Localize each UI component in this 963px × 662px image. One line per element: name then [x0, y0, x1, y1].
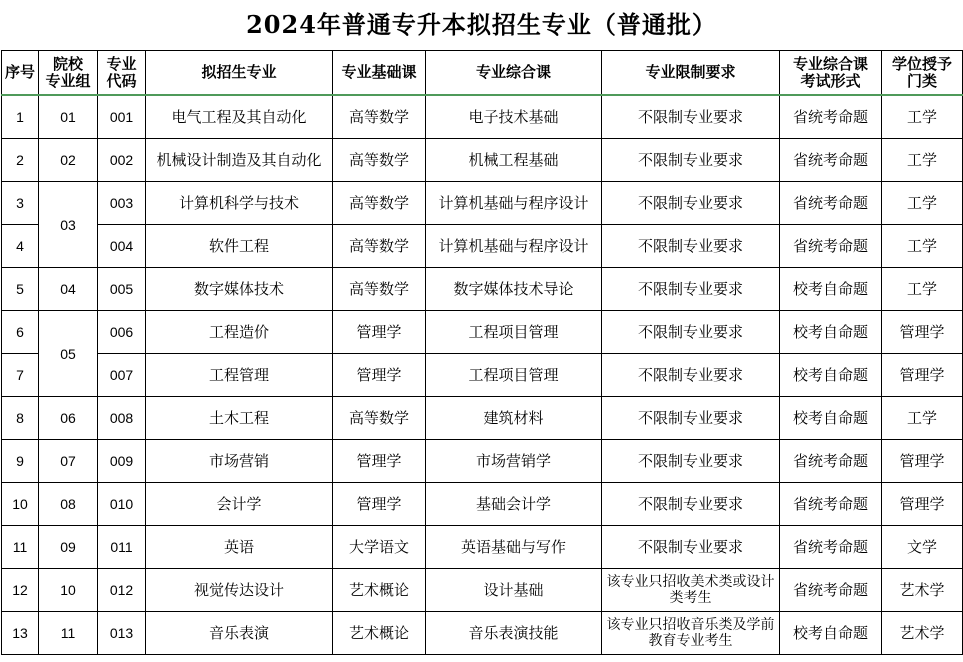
cell-seq: 6: [2, 311, 39, 354]
cell-code: 011: [98, 526, 146, 569]
cell-code: 003: [98, 182, 146, 225]
page-title: 2024年普通专升本拟招生专业（普通批）: [246, 10, 717, 39]
cell-comprehensive: 建筑材料: [426, 397, 602, 440]
cell-seq: 4: [2, 225, 39, 268]
cell-degree: 工学: [882, 225, 963, 268]
cell-exam: 校考自命题: [780, 311, 882, 354]
cell-exam: 省统考命题: [780, 139, 882, 182]
cell-major: 视觉传达设计: [146, 569, 333, 612]
cell-basic: 高等数学: [333, 139, 426, 182]
table-row: [2, 268, 963, 311]
table-row: [2, 182, 963, 225]
cell-code: 002: [98, 139, 146, 182]
cell-seq: 11: [2, 526, 39, 569]
cell-seq: 10: [2, 483, 39, 526]
cell-restriction: 该专业只招收音乐类及学前教育专业考生: [602, 612, 780, 655]
table-row: [2, 569, 963, 612]
cell-restriction: 不限制专业要求: [602, 182, 780, 225]
cell-seq: 7: [2, 354, 39, 397]
cell-exam: 校考自命题: [780, 354, 882, 397]
table-row: [2, 354, 963, 397]
cell-exam: 校考自命题: [780, 397, 882, 440]
cell-group: 11: [39, 612, 98, 655]
cell-comprehensive: 设计基础: [426, 569, 602, 612]
cell-basic: 高等数学: [333, 182, 426, 225]
cell-exam: 省统考命题: [780, 483, 882, 526]
cell-basic: 管理学: [333, 354, 426, 397]
cell-basic: 管理学: [333, 311, 426, 354]
cell-restriction: 不限制专业要求: [602, 397, 780, 440]
header-group: [39, 51, 98, 96]
cell-basic: 高等数学: [333, 268, 426, 311]
cell-comprehensive: 工程项目管理: [426, 311, 602, 354]
cell-code: 001: [98, 95, 146, 139]
cell-comprehensive: 机械工程基础: [426, 139, 602, 182]
cell-major: 会计学: [146, 483, 333, 526]
cell-group: 10: [39, 569, 98, 612]
cell-exam: 省统考命题: [780, 526, 882, 569]
table-row: [2, 612, 963, 655]
cell-basic: 管理学: [333, 440, 426, 483]
header-degree: [882, 51, 963, 96]
table-row: [2, 526, 963, 569]
cell-group: 06: [39, 397, 98, 440]
cell-group: 08: [39, 483, 98, 526]
table-row: [2, 139, 963, 182]
header-group-line2: 专业组: [45, 71, 91, 90]
cell-basic: 高等数学: [333, 397, 426, 440]
cell-basic: 管理学: [333, 483, 426, 526]
cell-seq: 2: [2, 139, 39, 182]
cell-major: 计算机科学与技术: [146, 182, 333, 225]
cell-basic: 艺术概论: [333, 569, 426, 612]
cell-group: 07: [39, 440, 98, 483]
cell-major: 英语: [146, 526, 333, 569]
cell-restriction: 不限制专业要求: [602, 526, 780, 569]
cell-restriction: 该专业只招收美术类或设计类考生: [602, 569, 780, 612]
cell-code: 012: [98, 569, 146, 612]
admissions-table: [1, 50, 963, 655]
cell-exam: 省统考命题: [780, 182, 882, 225]
cell-comprehensive: 工程项目管理: [426, 354, 602, 397]
header-degree-line1: 学位授予: [891, 54, 952, 73]
cell-degree: 管理学: [882, 354, 963, 397]
cell-degree: 工学: [882, 95, 963, 139]
header-code: [98, 51, 146, 96]
cell-exam: 省统考命题: [780, 440, 882, 483]
header-code-line1: 专业: [106, 54, 137, 73]
cell-code: 007: [98, 354, 146, 397]
cell-code: 009: [98, 440, 146, 483]
cell-comprehensive: 音乐表演技能: [426, 612, 602, 655]
header-restriction: 专业限制要求: [602, 51, 780, 96]
cell-code: 010: [98, 483, 146, 526]
cell-code: 008: [98, 397, 146, 440]
cell-restriction: 不限制专业要求: [602, 483, 780, 526]
cell-comprehensive: 电子技术基础: [426, 95, 602, 139]
cell-exam: 省统考命题: [780, 95, 882, 139]
cell-code: 006: [98, 311, 146, 354]
cell-major: 工程造价: [146, 311, 333, 354]
cell-degree: 艺术学: [882, 612, 963, 655]
cell-restriction: 不限制专业要求: [602, 139, 780, 182]
table-header-row: [2, 51, 963, 96]
cell-major: 工程管理: [146, 354, 333, 397]
cell-seq: 8: [2, 397, 39, 440]
cell-group: 09: [39, 526, 98, 569]
cell-restriction: 不限制专业要求: [602, 354, 780, 397]
table-row: [2, 225, 963, 268]
cell-major: 市场营销: [146, 440, 333, 483]
cell-seq: 9: [2, 440, 39, 483]
header-code-line2: 代码: [106, 71, 137, 90]
cell-restriction: 不限制专业要求: [602, 311, 780, 354]
cell-exam: 校考自命题: [780, 268, 882, 311]
cell-degree: 工学: [882, 139, 963, 182]
header-group-line1: 院校: [52, 54, 83, 73]
cell-comprehensive: 市场营销学: [426, 440, 602, 483]
cell-restriction: 不限制专业要求: [602, 440, 780, 483]
table-row: [2, 311, 963, 354]
cell-degree: 管理学: [882, 440, 963, 483]
cell-seq: 1: [2, 95, 39, 139]
cell-comprehensive: 英语基础与写作: [426, 526, 602, 569]
cell-major: 土木工程: [146, 397, 333, 440]
cell-exam: 校考自命题: [780, 612, 882, 655]
cell-degree: 管理学: [882, 483, 963, 526]
cell-comprehensive: 数字媒体技术导论: [426, 268, 602, 311]
header-exam-line1: 专业综合课: [792, 54, 868, 73]
cell-code: 005: [98, 268, 146, 311]
cell-degree: 工学: [882, 182, 963, 225]
header-seq: 序号: [2, 51, 39, 96]
cell-restriction: 不限制专业要求: [602, 225, 780, 268]
cell-basic: 高等数学: [333, 95, 426, 139]
cell-exam: 省统考命题: [780, 225, 882, 268]
header-major: 拟招生专业: [146, 51, 333, 96]
header-comprehensive: 专业综合课: [426, 51, 602, 96]
table-row: [2, 95, 963, 139]
cell-major: 音乐表演: [146, 612, 333, 655]
cell-comprehensive: 计算机基础与程序设计: [426, 225, 602, 268]
cell-group: 03: [39, 182, 98, 268]
table-row: [2, 440, 963, 483]
cell-seq: 12: [2, 569, 39, 612]
cell-comprehensive: 计算机基础与程序设计: [426, 182, 602, 225]
cell-group: 04: [39, 268, 98, 311]
cell-restriction: 不限制专业要求: [602, 95, 780, 139]
table-row: [2, 483, 963, 526]
cell-exam: 省统考命题: [780, 569, 882, 612]
cell-degree: 文学: [882, 526, 963, 569]
cell-major: 电气工程及其自动化: [146, 95, 333, 139]
header-exam: [780, 51, 882, 96]
cell-comprehensive: 基础会计学: [426, 483, 602, 526]
cell-restriction: 不限制专业要求: [602, 268, 780, 311]
cell-code: 013: [98, 612, 146, 655]
table-row: [2, 397, 963, 440]
cell-degree: 艺术学: [882, 569, 963, 612]
cell-degree: 工学: [882, 268, 963, 311]
cell-group: 05: [39, 311, 98, 397]
cell-major: 机械设计制造及其自动化: [146, 139, 333, 182]
cell-major: 软件工程: [146, 225, 333, 268]
cell-major: 数字媒体技术: [146, 268, 333, 311]
cell-basic: 艺术概论: [333, 612, 426, 655]
header-exam-line2: 考试形式: [800, 71, 861, 90]
cell-degree: 工学: [882, 397, 963, 440]
cell-group: 01: [39, 95, 98, 139]
header-degree-line2: 门类: [906, 71, 937, 90]
cell-seq: 3: [2, 182, 39, 225]
cell-code: 004: [98, 225, 146, 268]
cell-degree: 管理学: [882, 311, 963, 354]
header-basic: 专业基础课: [333, 51, 426, 96]
cell-seq: 5: [2, 268, 39, 311]
cell-group: 02: [39, 139, 98, 182]
cell-basic: 大学语文: [333, 526, 426, 569]
cell-basic: 高等数学: [333, 225, 426, 268]
cell-seq: 13: [2, 612, 39, 655]
